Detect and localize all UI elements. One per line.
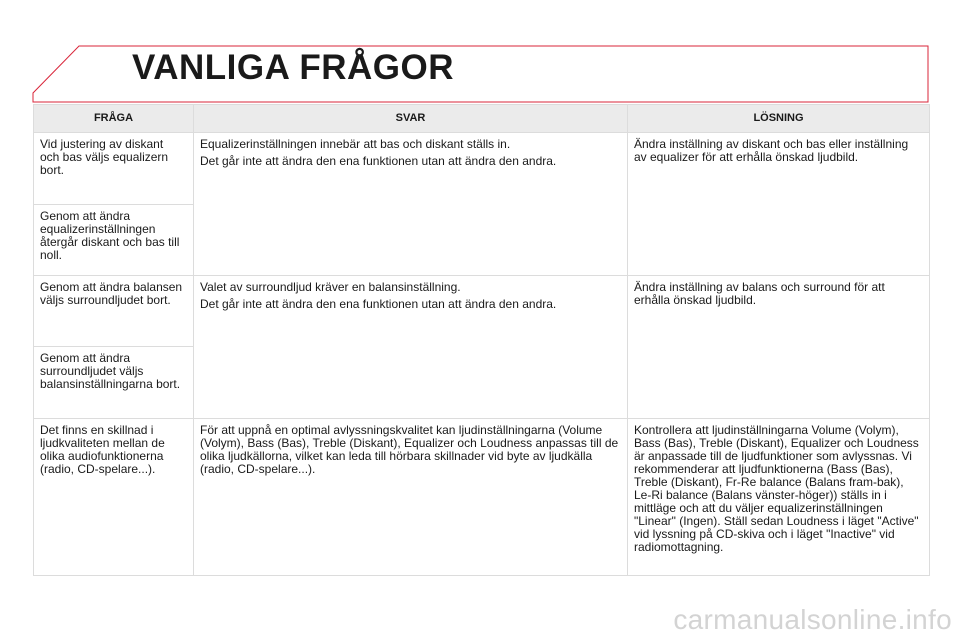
- answer-cell: [194, 276, 628, 419]
- question-cell: Genom att ändra balansen väljs surroundljudet bort.: [34, 276, 194, 347]
- table-row: [34, 133, 930, 205]
- faq-table: [33, 104, 930, 576]
- header-solution: LÖSNING: [628, 105, 930, 133]
- answer-cell: [194, 133, 628, 276]
- answer-cell: För att uppnå en optimal avlyssningskvalitet kan ljudinställningarna (Volume (Volym), Bass (Bas), Treble (Diskant), Equalizer och Loudness anpassas till de olika ljudkällorna, vilket kan leda till hörbara skillnader vid byte av ljudkälla (radio, CD-spelare...).: [194, 419, 628, 576]
- answer-text: Det går inte att ändra den ena funktionen utan att ändra den andra.: [200, 297, 557, 311]
- header-question: FRÅGA: [34, 105, 194, 133]
- question-cell: Vid justering av diskant och bas väljs equalizern bort.: [34, 133, 194, 205]
- answer-text: Det går inte att ändra den ena funktionen utan att ändra den andra.: [200, 154, 557, 168]
- table-row: [34, 276, 930, 347]
- watermark-text: carmanualsonline.info: [673, 604, 952, 635]
- table-header-row: [34, 105, 930, 133]
- solution-cell: Ändra inställning av diskant och bas eller inställning av equalizer för att erhålla önskad ljudbild.: [628, 133, 930, 276]
- solution-cell: Ändra inställning av balans och surround för att erhålla önskad ljudbild.: [628, 276, 930, 419]
- question-cell: Genom att ändra surroundljudet väljs balansinställningarna bort.: [34, 347, 194, 419]
- page-title: VANLIGA FRÅGOR: [132, 48, 454, 87]
- table-row: [34, 419, 930, 576]
- solution-cell: Kontrollera att ljudinställningarna Volume (Volym), Bass (Bas), Treble (Diskant), Equalizer och Loudness är anpassade till de ljudfunktioner som avlyssnas. Vi rekommenderar att ljudfunktionerna (Bass (Bas), Treble (Diskant), Fr-Re balance (Balans fram-bak), Le-Ri balance (Balans vänster-höger)) ställs in i mittläge och att du väljer equalizerinställningen "Linear" (Ingen). Ställ sedan Loudness i läget "Active" vid lyssning på CD-skiva och i läget "Inactive" vid radiomottagning.: [628, 419, 930, 576]
- answer-text: Valet av surroundljud kräver en balansinställning.: [200, 280, 461, 294]
- answer-text: Equalizerinställningen innebär att bas och diskant ställs in.: [200, 137, 511, 151]
- header-answer: SVAR: [194, 105, 628, 133]
- question-cell: Det finns en skillnad i ljudkvaliteten mellan de olika audiofunktionerna (radio, CD-spelare...).: [34, 419, 194, 576]
- question-cell: Genom att ändra equalizerinställningen återgår diskant och bas till noll.: [34, 205, 194, 276]
